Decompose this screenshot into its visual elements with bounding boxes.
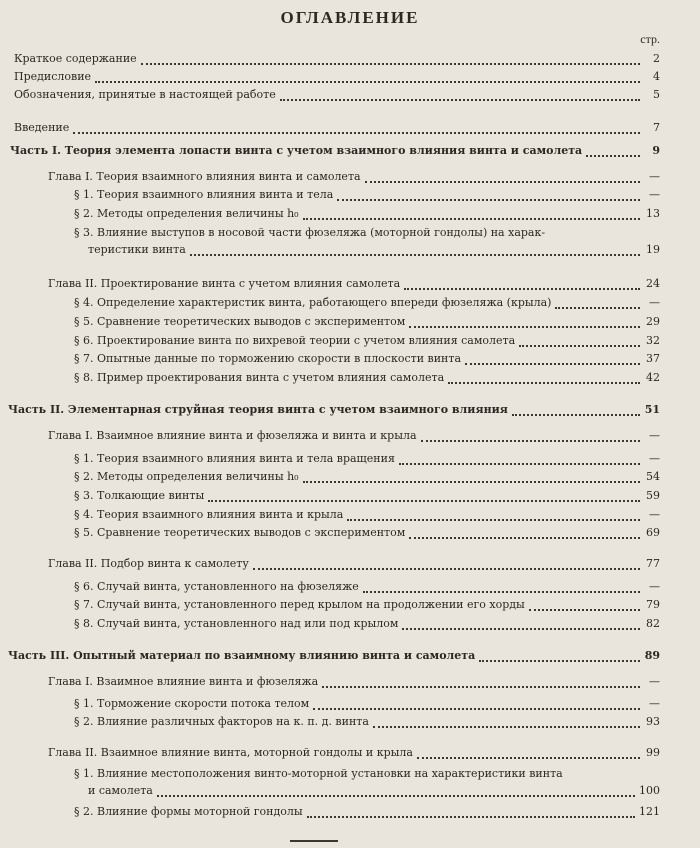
toc-entry: [14, 70, 660, 83]
dot-leader: [519, 336, 640, 347]
toc-entry-page: 51: [644, 403, 660, 416]
dot-leader: [73, 123, 640, 134]
toc-entry-title: § 8. Случай винта, установленного над или под крылом: [74, 617, 399, 630]
toc-entry: [48, 277, 660, 290]
toc-entry: [74, 296, 660, 309]
toc-entry-title: § 6. Случай винта, установленного на фюзеляже: [74, 580, 359, 593]
dot-leader: [303, 472, 640, 483]
toc-entry: [14, 52, 660, 65]
toc-entry-page: 89: [644, 649, 660, 662]
toc-entry-page: 37: [646, 352, 660, 365]
toc-entry: [48, 170, 660, 183]
toc-entry-page: 69: [646, 526, 660, 539]
toc-entry-title: § 7. Опытные данные по торможению скорости в плоскости винта: [74, 352, 462, 365]
toc-entry: [8, 649, 660, 662]
dot-leader: [409, 528, 640, 539]
page-title: ОГЛАВЛЕНИЕ: [280, 8, 420, 27]
toc-entry: [74, 715, 660, 728]
toc-entry-page: 121: [639, 805, 660, 818]
toc-entry-page: 29: [646, 315, 660, 328]
toc-entry-page: —: [649, 452, 660, 465]
toc-entry: [74, 784, 660, 797]
toc-entry-title: § 3. Влияние выступов в носовой части фюзеляжа (моторной гондолы) на харак-: [74, 226, 546, 239]
dot-leader: [555, 298, 640, 309]
toc-entry-title: Глава I. Взаимное влияние винта и фюзеляжа и винта и крыла: [48, 429, 417, 442]
dot-leader: [529, 600, 640, 611]
toc-entry: [48, 746, 660, 759]
toc-entry: [74, 489, 660, 502]
dot-leader: [208, 491, 640, 502]
toc-entry-page: 77: [646, 557, 660, 570]
toc-entry: [74, 352, 660, 365]
toc-entry: [8, 403, 660, 416]
toc-entry: [74, 188, 660, 201]
toc-entry: [14, 121, 660, 134]
dot-leader: [337, 190, 640, 201]
toc-entry-page: —: [649, 675, 660, 688]
toc-entry: [48, 429, 660, 442]
toc-entry: [74, 243, 660, 256]
toc-entry: [74, 452, 660, 465]
toc-entry-title: Краткое содержание: [14, 52, 137, 65]
dot-leader: [313, 699, 640, 710]
dot-leader: [365, 172, 640, 183]
toc-entry-page: 82: [646, 617, 660, 630]
dot-leader: [303, 209, 640, 220]
toc-entry-page: —: [649, 508, 660, 521]
toc-entry-page: 13: [646, 207, 660, 220]
toc-entry-page: 24: [646, 277, 660, 290]
toc-entry-page: 59: [646, 489, 660, 502]
dot-leader: [404, 279, 640, 290]
toc-entry: [74, 617, 660, 630]
dot-leader: [373, 717, 640, 728]
dot-leader: [363, 582, 640, 593]
toc-entry-title: § 4. Определение характеристик винта, работающего впереди фюзеляжа (крыла): [74, 296, 552, 309]
toc-entry-title: Обозначения, принятые в настоящей работе: [14, 88, 276, 101]
toc-entry-page: 4: [653, 70, 660, 83]
toc-entry: [74, 371, 660, 384]
dot-leader: [322, 677, 640, 688]
toc-entry-title: § 1. Теория взаимного влияния винта и тела: [74, 188, 334, 201]
toc-entry-title-continuation: и самолета: [88, 784, 153, 797]
toc-entry-page: 9: [652, 144, 660, 157]
toc-entry-page: —: [649, 296, 660, 309]
dot-leader: [512, 405, 640, 416]
toc-entry-page: —: [649, 697, 660, 710]
toc-entry: [74, 598, 660, 611]
dot-leader: [402, 619, 640, 630]
toc-entry-page: —: [649, 429, 660, 442]
dot-leader: [479, 651, 640, 662]
toc-entry-title: § 2. Методы определения величины h₀: [74, 470, 299, 483]
dot-leader: [141, 54, 640, 65]
toc-entry: [74, 805, 660, 818]
toc-entry-title: Часть I. Теория элемента лопасти винта с учетом взаимного влияния винта и самолета: [10, 144, 583, 157]
toc-entry-title: § 7. Случай винта, установленного перед крылом на продолжении его хорды: [74, 598, 525, 611]
toc-entry-title-continuation: теристики винта: [88, 243, 186, 256]
toc-entry-page: 32: [646, 334, 660, 347]
toc-entry-title: § 2. Методы определения величины h₀: [74, 207, 299, 220]
toc-entry-title: § 1. Торможение скорости потока телом: [74, 697, 310, 710]
toc-entry-page: —: [649, 170, 660, 183]
toc-entry-title: Глава I. Взаимное влияние винта и фюзеляжа: [48, 675, 319, 688]
toc-entry: [74, 697, 660, 710]
toc-entry: [48, 675, 660, 688]
toc-entry-page: 5: [653, 88, 660, 101]
toc-entry-page: 79: [646, 598, 660, 611]
toc-entry-page: —: [649, 580, 660, 593]
toc-entry-title: § 2. Влияние различных факторов на к. п. д. винта: [74, 715, 369, 728]
toc-entry: [74, 315, 660, 328]
toc-entry-title: § 1. Теория взаимного влияния винта и тела вращения: [74, 452, 395, 465]
toc-entry-page: 2: [653, 52, 660, 65]
toc-entry-title: Предисловие: [14, 70, 92, 83]
toc-entry: [74, 207, 660, 220]
toc-entry: [74, 334, 660, 347]
dot-leader: [409, 317, 640, 328]
toc-entry-page: 7: [653, 121, 660, 134]
toc-entry-title: § 4. Теория взаимного влияния винта и крыла: [74, 508, 344, 521]
toc-entry-page: 42: [646, 371, 660, 384]
toc-entry: [48, 557, 660, 570]
toc-entry-title: § 3. Толкающие винты: [74, 489, 205, 502]
dot-leader: [280, 90, 640, 101]
dot-leader: [190, 245, 640, 256]
toc-entry-title: Глава II. Проектирование винта с учетом влияния самолета: [48, 277, 401, 290]
dot-leader: [465, 354, 640, 365]
page-column-label: стр.: [640, 32, 660, 46]
toc-entry-title: Введение: [14, 121, 70, 134]
toc-entry-title: Часть III. Опытный материал по взаимному влиянию винта и самолета: [8, 649, 476, 662]
dot-leader: [586, 146, 640, 157]
dot-leader: [307, 807, 635, 818]
toc-entry: [10, 144, 660, 157]
toc-entry-title: Глава II. Подбор винта к самолету: [48, 557, 249, 570]
bottom-rule: [290, 840, 338, 842]
toc-entry-title: Глава I. Теория взаимного влияния винта и самолета: [48, 170, 361, 183]
toc-entry-title: § 8. Пример проектирования винта с учетом влияния самолета: [74, 371, 445, 384]
dot-leader: [157, 786, 635, 797]
dot-leader: [421, 431, 640, 442]
toc-entry: [74, 470, 660, 483]
toc-entry-page: —: [649, 188, 660, 201]
toc-entry: [74, 526, 660, 539]
dot-leader: [417, 748, 640, 759]
toc-entry-title: § 5. Сравнение теоретических выводов с экспериментом: [74, 315, 406, 328]
dot-leader: [95, 72, 640, 83]
toc-entry-title: § 2. Влияние формы моторной гондолы: [74, 805, 303, 818]
dot-leader: [448, 373, 640, 384]
dot-leader: [347, 510, 640, 521]
toc-entry: [14, 88, 660, 101]
toc-entry: [74, 508, 660, 521]
dot-leader: [253, 559, 640, 570]
toc-entry-page: 93: [646, 715, 660, 728]
toc-entry-page: 99: [646, 746, 660, 759]
toc-entry-title: § 5. Сравнение теоретических выводов с экспериментом: [74, 526, 406, 539]
toc-entry-title: Часть II. Элементарная струйная теория винта с учетом взаимного влияния: [8, 403, 508, 416]
toc-entry-page: 19: [646, 243, 660, 256]
toc-entry-page: 54: [646, 470, 660, 483]
toc-entry-page: 100: [639, 784, 660, 797]
toc-entry-title: § 1. Влияние местоположения винто-моторной установки на характеристики винта: [74, 767, 563, 780]
dot-leader: [399, 454, 640, 465]
toc-entry-title: Глава II. Взаимное влияние винта, моторной гондолы и крыла: [48, 746, 413, 759]
toc-entry-title: § 6. Проектирование винта по вихревой теории с учетом влияния самолета: [74, 334, 516, 347]
toc-entry: [74, 580, 660, 593]
